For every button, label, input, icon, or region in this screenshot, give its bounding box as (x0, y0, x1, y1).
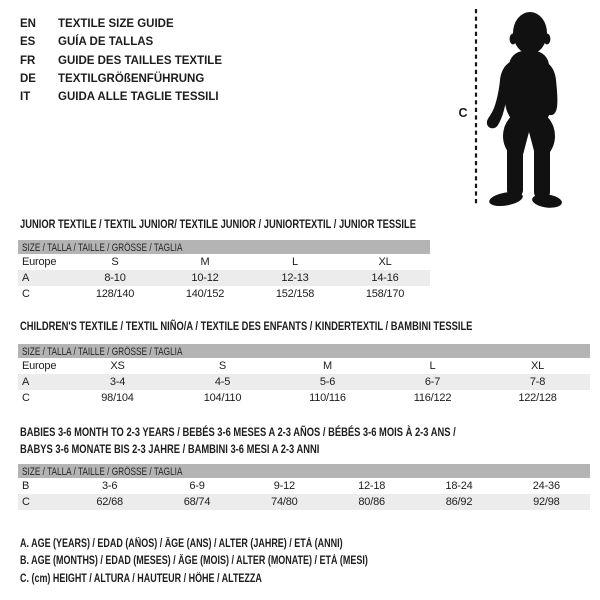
table-cell: 14-16 (371, 272, 399, 284)
guide-title: TEXTILGRÖßENFÜHRUNG (58, 72, 205, 85)
table-cell: 9-12 (273, 480, 295, 492)
table-row-age (18, 374, 590, 390)
babies-section-title-line2: BABYS 3-6 MONATE BIS 2-3 JAHRE / BAMBINI 3-6 MESI A 2-3 ANNI (20, 442, 320, 456)
language-code: EN (20, 18, 36, 30)
guide-title: GUIDE DES TAILLES TEXTILE (58, 54, 222, 67)
table-cell: 110/116 (309, 392, 346, 404)
table-cell: XS (110, 360, 125, 372)
guide-title: GUÍA DE TALLAS (58, 36, 154, 49)
table-cell: L (429, 360, 436, 372)
height-measure-label: C (458, 106, 468, 120)
table-row-age (18, 270, 430, 286)
baby-silhouette-icon (452, 8, 582, 210)
children-size-table (18, 344, 590, 406)
babies-section-title (20, 424, 456, 458)
language-code: FR (20, 54, 36, 67)
table-cell: 158/170 (365, 288, 405, 300)
language-row-es (20, 33, 222, 51)
row-label: A (22, 272, 30, 284)
table-cell: 18-24 (445, 480, 473, 492)
row-label: Europe (22, 360, 57, 372)
size-header-label: SIZE / TALLA / TAILLE / GRÖSSE / TAGLIA (22, 242, 183, 254)
footnote-b: B. AGE (MONTHS) / EDAD (MESES) / ÂGE (MOIS) / ALTER (MONATE) / ETÀ (MESI) (20, 555, 368, 568)
table-cell: 128/140 (95, 288, 135, 300)
table-cell: 6-7 (424, 376, 441, 388)
junior-section-title: JUNIOR TEXTILE / TEXTIL JUNIOR/ TEXTILE JUNIOR / JUNIORTEXTIL / JUNIOR TESSILE (20, 217, 416, 231)
table-cell: 80/86 (358, 496, 385, 508)
row-label: A (22, 376, 30, 388)
table-cell: 24-36 (532, 480, 560, 492)
children-section-title: CHILDREN'S TEXTILE / TEXTIL NIÑO/A / TEXTILE DES ENFANTS / KINDERTEXTIL / BAMBINI TESSILE (20, 319, 473, 333)
guide-title: TEXTILE SIZE GUIDE (58, 18, 174, 30)
table-cell: 62/68 (96, 496, 123, 508)
row-label: C (22, 288, 30, 300)
babies-size-table (18, 464, 590, 510)
table-row-europe (18, 358, 590, 374)
table-cell: S (111, 256, 119, 268)
table-cell: M (323, 360, 332, 372)
baby-silhouette (487, 12, 563, 209)
table-cell: 12-18 (358, 480, 386, 492)
language-row-it (20, 88, 222, 106)
table-cell: 152/158 (275, 288, 315, 300)
table-cell: M (200, 256, 210, 268)
table-row-height (18, 390, 590, 406)
guide-title: GUIDA ALLE TAGLIE TESSILI (58, 91, 219, 104)
language-row-de (20, 70, 222, 88)
table-cell: 3-6 (102, 480, 118, 492)
legend-footnotes (20, 536, 466, 588)
babies-section-title-line1: BABIES 3-6 MONTH TO 2-3 YEARS / BEBÉS 3-6 MESES A 2-3 AÑOS / BÉBÉS 3-6 MOIS À 2-3 ANS / (20, 425, 456, 439)
table-cell: 8-10 (104, 272, 126, 284)
language-row-en (20, 15, 222, 33)
size-header-bar (18, 240, 430, 254)
table-cell: 86/92 (445, 496, 473, 508)
table-cell: XL (530, 360, 545, 372)
language-title-list (20, 15, 222, 106)
size-header-label: SIZE / TALLA / TAILLE / GRÖSSE / TAGLIA (22, 346, 183, 358)
table-cell: 4-5 (214, 376, 231, 388)
table-cell: 98/104 (101, 392, 134, 404)
language-row-fr (20, 52, 222, 70)
row-label: Europe (22, 256, 57, 268)
size-header-label: SIZE / TALLA / TAILLE / GRÖSSE / TAGLIA (22, 466, 183, 478)
language-code: IT (20, 91, 31, 104)
footnote-c: C. (cm) HEIGHT / ALTURA / HAUTEUR / HÖHE / ALTEZZA (20, 572, 262, 585)
table-cell: 7-8 (529, 376, 546, 388)
table-cell: 92/98 (533, 496, 560, 508)
size-header-bar (18, 344, 590, 358)
table-row-height (18, 494, 590, 510)
table-cell: 74/80 (271, 496, 298, 508)
table-cell: 68/74 (183, 496, 211, 508)
size-header-bar (18, 464, 590, 478)
table-cell: 12-13 (281, 272, 309, 284)
table-cell: S (218, 360, 227, 372)
language-code: DE (20, 72, 36, 85)
table-cell: 116/122 (413, 392, 452, 404)
row-label: C (22, 496, 30, 508)
table-cell: 6-9 (189, 480, 205, 492)
baby-height-figure (452, 8, 582, 210)
footnote-a: A. AGE (YEARS) / EDAD (AÑOS) / ÂGE (ANS) / ALTER (JAHRE) / ETÀ (ANNI) (20, 538, 343, 550)
table-cell: 122/128 (518, 392, 557, 404)
table-row-europe (18, 254, 430, 270)
table-cell: 3-4 (109, 376, 126, 388)
table-row-height (18, 286, 430, 302)
table-cell: 5-6 (319, 376, 336, 388)
table-cell: 10-12 (191, 272, 219, 284)
table-row-age-months (18, 478, 590, 494)
table-cell: XL (378, 256, 392, 268)
table-cell: 104/110 (203, 392, 242, 404)
table-cell: L (292, 256, 298, 268)
language-code: ES (20, 36, 36, 49)
row-label: C (22, 392, 30, 404)
junior-size-table (18, 240, 430, 302)
table-cell: 140/152 (185, 288, 225, 300)
row-label: B (22, 480, 30, 492)
